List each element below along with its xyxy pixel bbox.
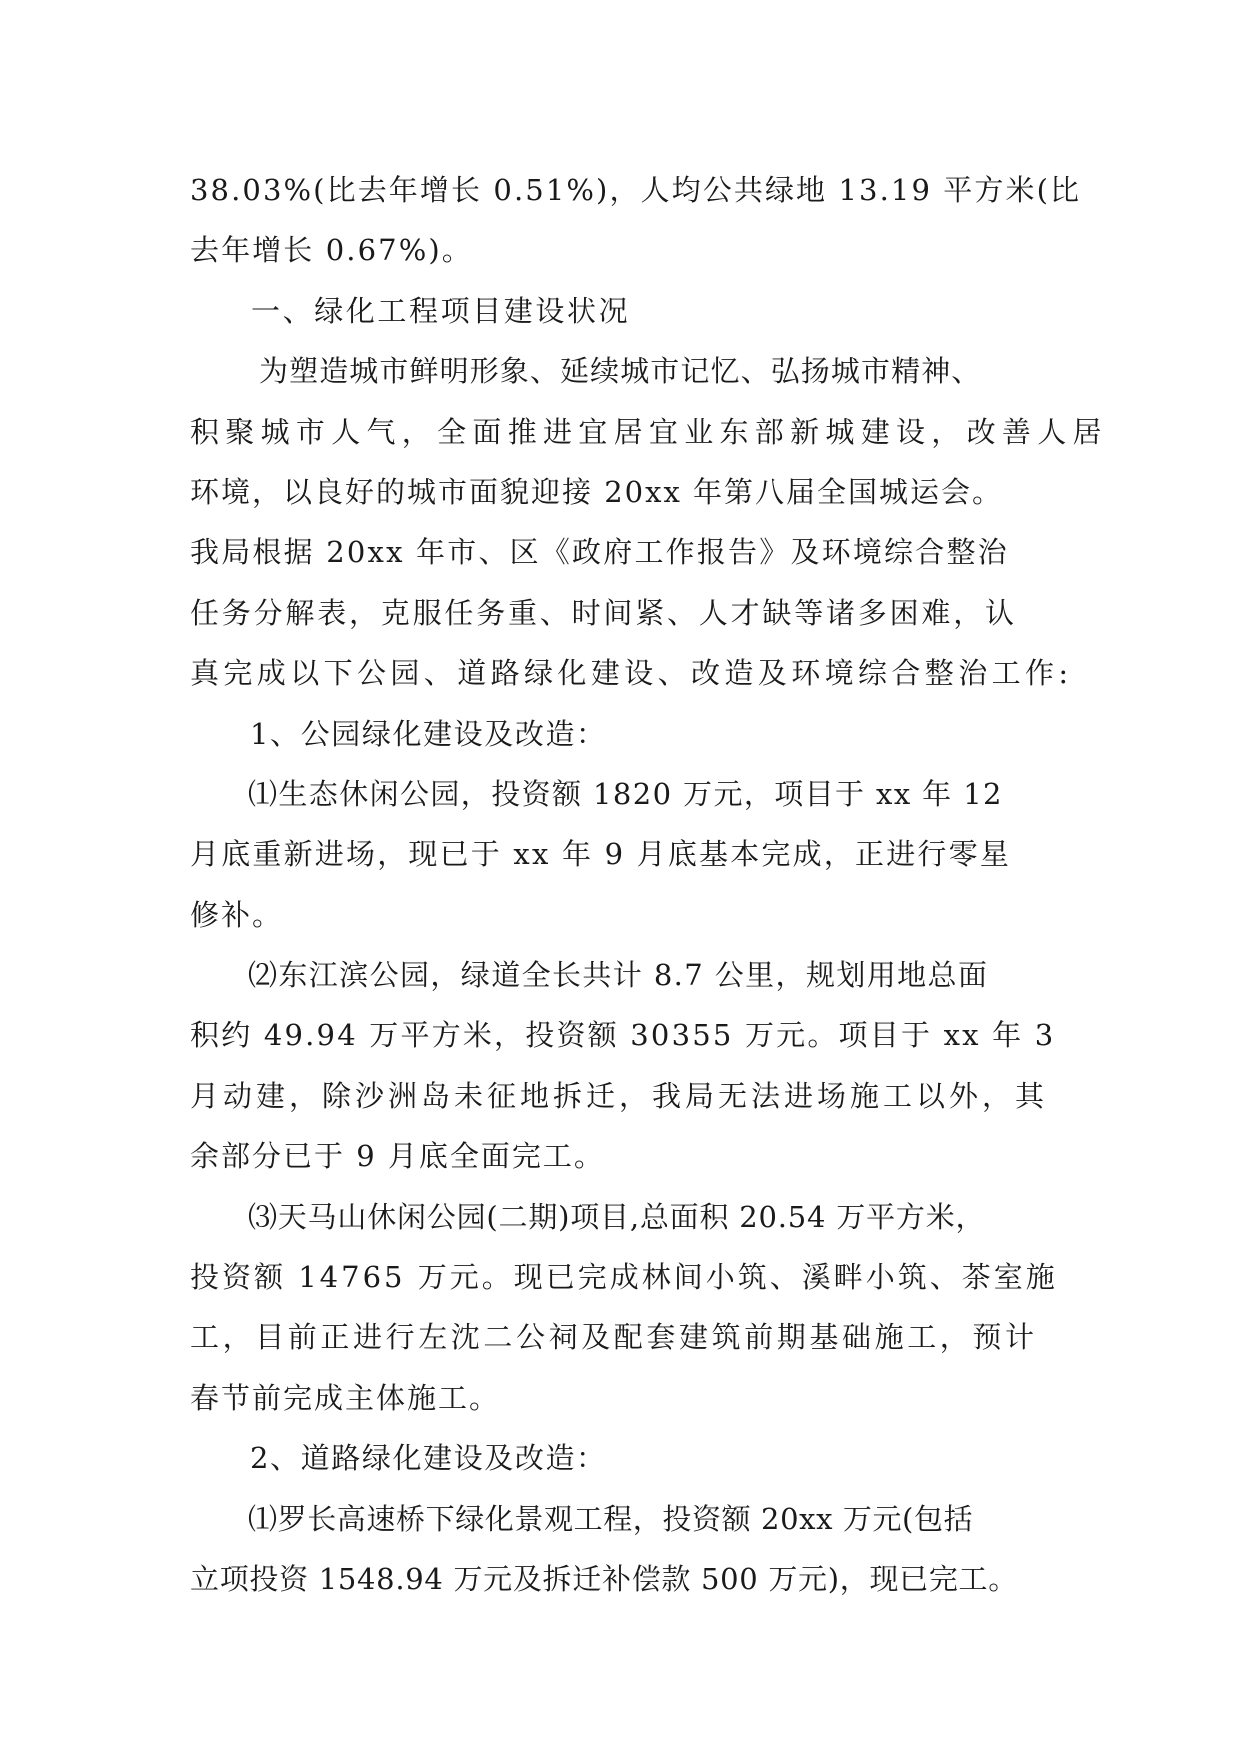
text-line: ⑴罗长高速桥下绿化景观工程，投资额 20xx 万元(包括: [248, 1501, 974, 1536]
text-line: 为塑造城市鲜明形象、延续城市记忆、弘扬城市精神、: [259, 354, 982, 389]
text-line: 立项投资 1548.94 万元及拆迁补偿款 500 万元)，现已完工。: [190, 1561, 1018, 1596]
text-line: 积聚城市人气，全面推进宜居宜业东部新城建设，改善人居: [190, 414, 1108, 449]
text-line: 任务分解表，克服任务重、时间紧、人才缺等诸多困难，认: [190, 595, 1017, 630]
text-line: 去年增长 0.67%)。: [190, 233, 473, 268]
text-line: 环境，以良好的城市面貌迎接 20xx 年第八届全国城运会。: [190, 474, 1004, 509]
text-line: 工，目前正进行左沈二公祠及配套建筑前期基础施工，预计: [190, 1320, 1038, 1355]
text-line: 余部分已于 9 月底全面完工。: [190, 1139, 605, 1174]
text-line: ⑴生态休闲公园，投资额 1820 万元，项目于 xx 年 12: [248, 776, 1003, 811]
text-line: 38.03%(比去年增长 0.51%)，人均公共绿地 13.19 平方米(比: [190, 173, 1082, 207]
subsection-heading: 2、道路绿化建设及改造：: [250, 1441, 607, 1476]
section-heading: 一、绿化工程项目建设状况: [251, 293, 631, 328]
text-line: ⑵东江滨公园，绿道全长共计 8.7 公里，规划用地总面: [248, 958, 989, 993]
text-line: 月底重新进场，现已于 xx 年 9 月底基本完成，正进行零星: [190, 837, 1012, 872]
text-line: 春节前完成主体施工。: [190, 1380, 501, 1415]
text-line: 投资额 14765 万元。现已完成林间小筑、溪畔小筑、茶室施: [190, 1260, 1058, 1295]
subsection-heading: 1、公园绿化建设及改造：: [250, 716, 607, 751]
document-body: [190, 160, 1108, 1609]
text-line: ⑶天马山休闲公园(二期)项目,总面积 20.54 万平方米，: [248, 1199, 986, 1234]
text-line: 真完成以下公园、道路绿化建设、改造及环境综合整治工作:: [190, 656, 1073, 691]
text-line: 修补。: [190, 897, 284, 932]
text-line: 月动建，除沙洲岛未征地拆迁，我局无法进场施工以外，其: [190, 1078, 1049, 1113]
text-line: 积约 49.94 万平方米，投资额 30355 万元。项目于 xx 年 3: [190, 1018, 1056, 1053]
text-line: 我局根据 20xx 年市、区《政府工作报告》及环境综合整治: [190, 535, 1009, 570]
